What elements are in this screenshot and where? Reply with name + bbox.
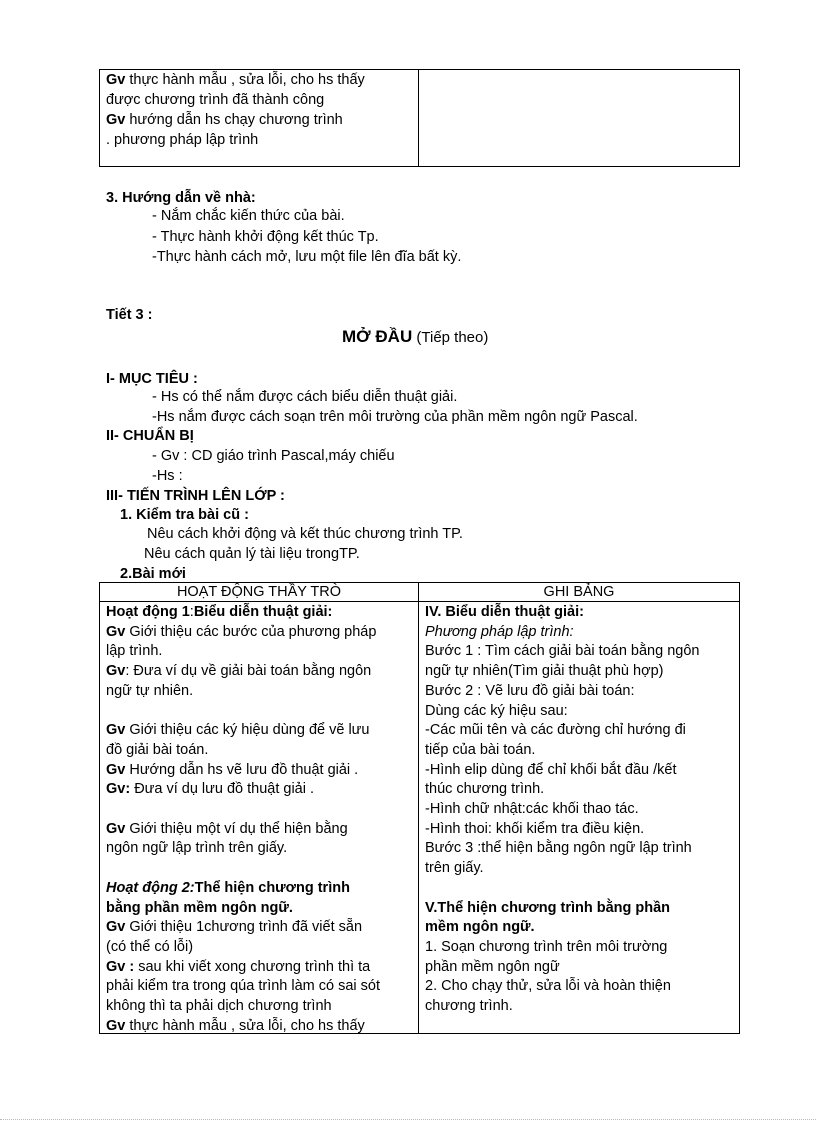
cell-line — [425, 760, 677, 780]
cell-line — [106, 720, 369, 740]
lesson-label: Tiết 3 : — [106, 307, 153, 323]
cell-line — [106, 898, 293, 918]
cell-text: Giới thiệu các ký hiệu dùng để vẽ lưu — [125, 722, 370, 739]
cell-text: Bước 3 :thể hiện bằng ngôn ngữ lập trình — [425, 840, 692, 857]
cell-text: -Các mũi tên và các đường chỉ hướng đi — [425, 722, 686, 739]
cell-text: thực hành mẫu , sửa lỗi, cho hs thấy — [125, 1017, 365, 1034]
cell-text: Hướng dẫn hs vẽ lưu đồ thuật giải . — [125, 761, 359, 778]
cell-line — [425, 917, 535, 937]
cell-text: Dùng các ký hiệu sau: — [425, 702, 568, 719]
lesson-title-sub: (Tiếp theo) — [412, 329, 489, 346]
cell-text: sau khi viết xong chương trình thì ta — [134, 958, 371, 975]
homework-item: - Thực hành khởi động kết thúc Tp. — [152, 229, 379, 245]
cell-text: Bước 1 : Tìm cách giải bài toán bằng ngôn — [425, 643, 700, 660]
cell-text: -Hình elip dùng để chỉ khối bắt đầu /kết — [425, 761, 677, 778]
cell-line — [106, 110, 343, 130]
cell-line — [106, 740, 208, 760]
objectives-heading: I- MỤC TIÊU : — [106, 371, 198, 387]
cell-text: tiếp của bài toán. — [425, 741, 536, 758]
cell-text: Giới thiệu các bước của phương pháp — [125, 623, 377, 640]
main-table — [99, 582, 740, 1034]
cell-line — [425, 858, 484, 878]
homework-item: - Nắm chắc kiến thức của bài. — [152, 208, 345, 224]
cell-text: 1. Soạn chương trình trên môi trường — [425, 938, 668, 955]
objective-item: - Hs có thể nắm được cách biểu diễn thuật giải. — [152, 389, 458, 405]
cell-text: đồ giải bài toán. — [106, 741, 209, 758]
cell-text: Gv — [106, 663, 126, 680]
process-heading: III- TIẾN TRÌNH LÊN LỚP : — [106, 488, 285, 504]
top-table-right-cell — [419, 70, 740, 167]
cell-line — [425, 937, 667, 957]
cell-text: -Hình thoi: khối kiểm tra điều kiện. — [425, 820, 645, 837]
cell-line — [425, 838, 692, 858]
check-heading: 1. Kiểm tra bài cũ : — [120, 507, 249, 523]
cell-line — [106, 130, 258, 150]
cell-text: Bước 2 : Vẽ lưu đồ giải bài toán: — [425, 682, 635, 699]
cell-line — [425, 799, 639, 819]
cell-text: Biểu diễn thuật giải: — [193, 604, 333, 620]
check-item: Nêu cách quản lý tài liệu trongTP. — [144, 546, 360, 562]
homework-item: -Thực hành cách mở, lưu một file lên đĩa bất kỳ. — [152, 249, 462, 265]
page-bottom-rule — [0, 1119, 816, 1120]
cell-text: Gv: — [106, 781, 131, 798]
cell-line — [106, 878, 350, 898]
cell-line — [106, 681, 193, 701]
lesson-title — [342, 326, 488, 349]
cell-text: Gv — [106, 112, 126, 128]
prepare-heading: II- CHUẨN BỊ — [106, 428, 194, 444]
cell-line — [425, 740, 535, 760]
top-table — [99, 69, 740, 167]
header-right: GHI BẢNG — [419, 583, 740, 602]
cell-text: : — [189, 604, 194, 620]
cell-text: . phương pháp lập trình — [106, 132, 259, 148]
cell-line — [425, 996, 513, 1016]
cell-line — [425, 898, 670, 918]
cell-text: bằng phần mềm ngôn ngữ. — [106, 899, 293, 916]
cell-text: ngôn ngữ lập trình trên giấy. — [106, 840, 288, 857]
cell-text: Giới thiệu một ví dụ thể hiện bằng — [125, 820, 348, 837]
cell-text: thực hành mẫu , sửa lỗi, cho hs thấy — [125, 72, 365, 88]
lesson-title-main: MỞ ĐẦU — [342, 327, 413, 346]
cell-line — [106, 996, 332, 1016]
cell-line — [106, 976, 380, 996]
header-left: HOẠT ĐỘNG THẦY TRÒ — [100, 583, 419, 602]
cell-text: Gv — [106, 72, 126, 88]
cell-text: không thì ta phải dịch chương trình — [106, 998, 332, 1014]
cell-line — [106, 937, 193, 957]
cell-text: trên giấy. — [425, 860, 484, 877]
cell-line — [106, 1016, 365, 1036]
cell-line — [425, 819, 644, 839]
cell-text: ngữ tự nhiên. — [106, 682, 194, 699]
board-cell — [419, 602, 740, 1034]
cell-text: chương trình. — [425, 998, 513, 1014]
cell-line — [425, 976, 671, 996]
cell-text: Phương pháp lập trình: — [425, 623, 574, 640]
cell-line — [106, 602, 332, 622]
cell-text: Gv — [106, 761, 126, 778]
cell-line — [106, 917, 362, 937]
objective-item: -Hs nắm được cách soạn trên môi trường của phần mềm ngôn ngữ Pascal. — [152, 409, 638, 425]
cell-text: Hoạt động 1 — [106, 604, 190, 620]
cell-text: Hoạt động 2: — [106, 879, 195, 896]
prepare-item: -Hs : — [152, 468, 183, 484]
cell-line — [425, 641, 699, 661]
cell-text: phải kiểm tra trong qúa trình làm có sai sót — [106, 978, 381, 995]
cell-line — [106, 641, 162, 661]
cell-line — [106, 661, 371, 681]
cell-text: : Đưa ví dụ về giải bài toán bằng ngôn — [125, 663, 372, 680]
cell-text: mềm ngôn ngữ. — [425, 919, 535, 936]
cell-text: 2. Cho chạy thử, sửa lỗi và hoàn thiện — [425, 978, 671, 995]
cell-text: ngữ tự nhiên(Tìm giải thuật phù hợp) — [425, 663, 664, 680]
cell-text: IV. Biểu diễn thuật giải: — [425, 604, 584, 620]
check-item: Nêu cách khởi động và kết thúc chương trình TP. — [147, 526, 463, 542]
cell-text: Gv — [106, 919, 126, 936]
cell-text: phần mềm ngôn ngữ — [425, 958, 560, 975]
cell-text: (có thể có lỗi) — [106, 938, 194, 955]
top-table-left-cell — [100, 70, 419, 167]
cell-text: Gv — [106, 1017, 126, 1034]
activities-cell — [100, 602, 419, 1034]
cell-text: Gv — [106, 722, 126, 739]
cell-line — [106, 838, 287, 858]
cell-text: V.Thể hiện chương trình bằng phần — [425, 899, 671, 916]
cell-text: Gv — [106, 820, 126, 837]
cell-text: hướng dẫn hs chạy chương trình — [125, 112, 343, 128]
cell-line — [425, 701, 568, 721]
cell-line — [425, 661, 664, 681]
new-lesson-heading: 2.Bài mới — [120, 566, 186, 582]
cell-line — [106, 622, 376, 642]
cell-text: Thể hiện chương trình — [194, 879, 350, 896]
cell-line — [425, 779, 544, 799]
cell-text: Gv : — [106, 958, 135, 975]
cell-text: lập trình. — [106, 643, 163, 660]
cell-line — [425, 602, 584, 622]
cell-line — [106, 70, 365, 90]
cell-line — [106, 819, 348, 839]
homework-heading: 3. Hướng dẫn về nhà: — [106, 190, 256, 206]
cell-text: thúc chương trình. — [425, 781, 545, 798]
cell-text: -Hình chữ nhật:các khối thao tác. — [425, 801, 639, 817]
cell-line — [106, 957, 370, 977]
cell-line — [106, 779, 314, 799]
cell-line — [425, 957, 560, 977]
cell-line — [106, 760, 358, 780]
cell-text: Giới thiệu 1chương trình đã viết sẵn — [125, 919, 363, 936]
cell-text: được chương trình đã thành công — [106, 92, 325, 108]
cell-line — [425, 681, 635, 701]
cell-line — [425, 720, 686, 740]
cell-text: Gv — [106, 623, 126, 640]
cell-text: Đưa ví dụ lưu đồ thuật giải . — [130, 781, 315, 798]
prepare-item: - Gv : CD giáo trình Pascal,máy chiếu — [152, 448, 395, 464]
cell-line — [425, 622, 574, 642]
cell-line — [106, 90, 324, 110]
